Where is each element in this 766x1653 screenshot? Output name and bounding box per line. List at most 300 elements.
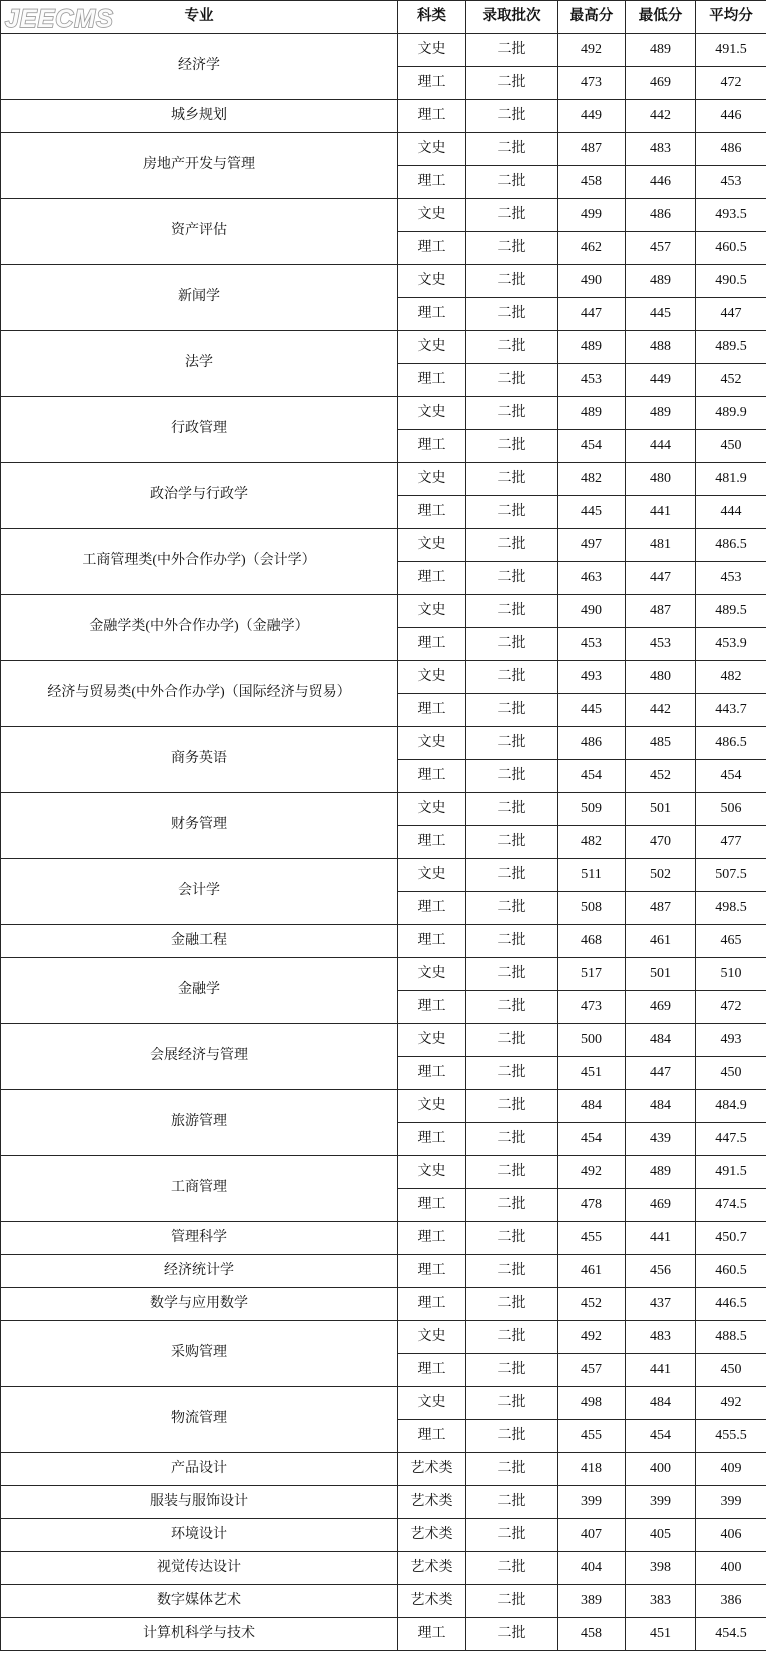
- score-table-body: [1, 34, 766, 1651]
- max-score-cell: 482: [558, 463, 626, 496]
- min-score-cell: 489: [626, 1156, 696, 1189]
- category-cell: 理工: [398, 298, 466, 331]
- table-row: [1, 1288, 766, 1321]
- min-score-cell: 485: [626, 727, 696, 760]
- major-cell: 工商管理类(中外合作办学)（会计学）: [1, 529, 398, 595]
- min-score-cell: 441: [626, 1354, 696, 1387]
- batch-cell: 二批: [466, 562, 558, 595]
- category-cell: 理工: [398, 1288, 466, 1321]
- category-cell: 文史: [398, 463, 466, 496]
- category-cell: 理工: [398, 232, 466, 265]
- jeecms-logo-text: JEECMS: [5, 5, 114, 33]
- category-cell: 艺术类: [398, 1453, 466, 1486]
- batch-cell: 二批: [466, 1585, 558, 1618]
- batch-cell: 二批: [466, 1288, 558, 1321]
- category-cell: 理工: [398, 694, 466, 727]
- min-score-cell: 486: [626, 199, 696, 232]
- max-score-cell: 462: [558, 232, 626, 265]
- avg-score-cell: 474.5: [696, 1189, 766, 1222]
- category-cell: 文史: [398, 1090, 466, 1123]
- avg-score-cell: 450.7: [696, 1222, 766, 1255]
- min-score-cell: 446: [626, 166, 696, 199]
- min-score-cell: 488: [626, 331, 696, 364]
- category-cell: 理工: [398, 1618, 466, 1651]
- max-score-cell: 508: [558, 892, 626, 925]
- max-score-cell: 447: [558, 298, 626, 331]
- table-row: [1, 1222, 766, 1255]
- avg-score-cell: 450: [696, 430, 766, 463]
- table-row: [1, 1453, 766, 1486]
- max-score-cell: 468: [558, 925, 626, 958]
- avg-score-cell: 450: [696, 1057, 766, 1090]
- batch-cell: 二批: [466, 727, 558, 760]
- category-cell: 文史: [398, 595, 466, 628]
- max-score-cell: 445: [558, 496, 626, 529]
- table-header-row: [1, 1, 766, 34]
- table-row: [1, 265, 766, 298]
- column-header-category: 科类: [398, 1, 466, 34]
- max-score-cell: 490: [558, 595, 626, 628]
- max-score-cell: 458: [558, 166, 626, 199]
- min-score-cell: 399: [626, 1486, 696, 1519]
- avg-score-cell: 386: [696, 1585, 766, 1618]
- batch-cell: 二批: [466, 1189, 558, 1222]
- major-cell: 经济学: [1, 34, 398, 100]
- max-score-cell: 487: [558, 133, 626, 166]
- table-row: [1, 1255, 766, 1288]
- major-cell: 视觉传达设计: [1, 1552, 398, 1585]
- avg-score-cell: 486.5: [696, 529, 766, 562]
- min-score-cell: 484: [626, 1090, 696, 1123]
- avg-score-cell: 447.5: [696, 1123, 766, 1156]
- major-cell: 采购管理: [1, 1321, 398, 1387]
- min-score-cell: 487: [626, 892, 696, 925]
- category-cell: 文史: [398, 1321, 466, 1354]
- batch-cell: 二批: [466, 1123, 558, 1156]
- category-cell: 理工: [398, 364, 466, 397]
- batch-cell: 二批: [466, 1552, 558, 1585]
- batch-cell: 二批: [466, 859, 558, 892]
- min-score-cell: 489: [626, 265, 696, 298]
- avg-score-cell: 453: [696, 562, 766, 595]
- min-score-cell: 441: [626, 496, 696, 529]
- max-score-cell: 489: [558, 397, 626, 430]
- batch-cell: 二批: [466, 628, 558, 661]
- category-cell: 理工: [398, 496, 466, 529]
- table-row: [1, 1156, 766, 1189]
- avg-score-cell: 492: [696, 1387, 766, 1420]
- avg-score-cell: 486: [696, 133, 766, 166]
- table-row: [1, 859, 766, 892]
- avg-score-cell: 444: [696, 496, 766, 529]
- table-row: [1, 1090, 766, 1123]
- avg-score-cell: 472: [696, 67, 766, 100]
- category-cell: 理工: [398, 166, 466, 199]
- table-row: [1, 661, 766, 694]
- table-row: [1, 1321, 766, 1354]
- major-cell: 经济统计学: [1, 1255, 398, 1288]
- min-score-cell: 451: [626, 1618, 696, 1651]
- batch-cell: 二批: [466, 430, 558, 463]
- max-score-cell: 493: [558, 661, 626, 694]
- max-score-cell: 497: [558, 529, 626, 562]
- batch-cell: 二批: [466, 232, 558, 265]
- batch-cell: 二批: [466, 958, 558, 991]
- avg-score-cell: 460.5: [696, 232, 766, 265]
- avg-score-cell: 493: [696, 1024, 766, 1057]
- avg-score-cell: 447: [696, 298, 766, 331]
- batch-cell: 二批: [466, 397, 558, 430]
- max-score-cell: 389: [558, 1585, 626, 1618]
- category-cell: 理工: [398, 925, 466, 958]
- table-row: [1, 1618, 766, 1651]
- category-cell: 理工: [398, 100, 466, 133]
- max-score-cell: 473: [558, 991, 626, 1024]
- column-header-avg-score: 平均分: [696, 1, 766, 34]
- major-cell: 经济与贸易类(中外合作办学)（国际经济与贸易）: [1, 661, 398, 727]
- category-cell: 文史: [398, 1156, 466, 1189]
- table-row: [1, 1552, 766, 1585]
- max-score-cell: 492: [558, 34, 626, 67]
- min-score-cell: 461: [626, 925, 696, 958]
- table-row: [1, 199, 766, 232]
- min-score-cell: 501: [626, 793, 696, 826]
- category-cell: 艺术类: [398, 1585, 466, 1618]
- category-cell: 文史: [398, 265, 466, 298]
- min-score-cell: 454: [626, 1420, 696, 1453]
- avg-score-cell: 399: [696, 1486, 766, 1519]
- avg-score-cell: 484.9: [696, 1090, 766, 1123]
- batch-cell: 二批: [466, 1618, 558, 1651]
- min-score-cell: 480: [626, 661, 696, 694]
- category-cell: 文史: [398, 529, 466, 562]
- avg-score-cell: 400: [696, 1552, 766, 1585]
- major-cell: 政治学与行政学: [1, 463, 398, 529]
- category-cell: 理工: [398, 67, 466, 100]
- avg-score-cell: 450: [696, 1354, 766, 1387]
- max-score-cell: 492: [558, 1156, 626, 1189]
- batch-cell: 二批: [466, 1486, 558, 1519]
- category-cell: 文史: [398, 727, 466, 760]
- min-score-cell: 445: [626, 298, 696, 331]
- category-cell: 艺术类: [398, 1519, 466, 1552]
- max-score-cell: 499: [558, 199, 626, 232]
- max-score-cell: 498: [558, 1387, 626, 1420]
- category-cell: 文史: [398, 1387, 466, 1420]
- avg-score-cell: 506: [696, 793, 766, 826]
- avg-score-cell: 454.5: [696, 1618, 766, 1651]
- avg-score-cell: 454: [696, 760, 766, 793]
- avg-score-cell: 452: [696, 364, 766, 397]
- avg-score-cell: 491.5: [696, 34, 766, 67]
- category-cell: 理工: [398, 628, 466, 661]
- max-score-cell: 489: [558, 331, 626, 364]
- max-score-cell: 399: [558, 1486, 626, 1519]
- min-score-cell: 449: [626, 364, 696, 397]
- batch-cell: 二批: [466, 1321, 558, 1354]
- table-row: [1, 1519, 766, 1552]
- min-score-cell: 470: [626, 826, 696, 859]
- batch-cell: 二批: [466, 1156, 558, 1189]
- batch-cell: 二批: [466, 1057, 558, 1090]
- batch-cell: 二批: [466, 1387, 558, 1420]
- max-score-cell: 445: [558, 694, 626, 727]
- category-cell: 文史: [398, 958, 466, 991]
- table-row: [1, 727, 766, 760]
- min-score-cell: 439: [626, 1123, 696, 1156]
- batch-cell: 二批: [466, 166, 558, 199]
- batch-cell: 二批: [466, 265, 558, 298]
- category-cell: 文史: [398, 793, 466, 826]
- category-cell: 理工: [398, 430, 466, 463]
- min-score-cell: 452: [626, 760, 696, 793]
- table-row: [1, 463, 766, 496]
- avg-score-cell: 481.9: [696, 463, 766, 496]
- batch-cell: 二批: [466, 1090, 558, 1123]
- table-row: [1, 1387, 766, 1420]
- avg-score-cell: 490.5: [696, 265, 766, 298]
- batch-cell: 二批: [466, 463, 558, 496]
- category-cell: 理工: [398, 1189, 466, 1222]
- category-cell: 理工: [398, 1222, 466, 1255]
- major-cell: 法学: [1, 331, 398, 397]
- batch-cell: 二批: [466, 760, 558, 793]
- max-score-cell: 458: [558, 1618, 626, 1651]
- major-cell: 商务英语: [1, 727, 398, 793]
- avg-score-cell: 489.5: [696, 331, 766, 364]
- category-cell: 理工: [398, 991, 466, 1024]
- category-cell: 理工: [398, 562, 466, 595]
- avg-score-cell: 465: [696, 925, 766, 958]
- avg-score-cell: 446.5: [696, 1288, 766, 1321]
- batch-cell: 二批: [466, 100, 558, 133]
- major-cell: 新闻学: [1, 265, 398, 331]
- major-cell: 服装与服饰设计: [1, 1486, 398, 1519]
- batch-cell: 二批: [466, 1519, 558, 1552]
- min-score-cell: 442: [626, 100, 696, 133]
- category-cell: 艺术类: [398, 1486, 466, 1519]
- batch-cell: 二批: [466, 1024, 558, 1057]
- category-cell: 理工: [398, 826, 466, 859]
- category-cell: 文史: [398, 1024, 466, 1057]
- category-cell: 理工: [398, 1255, 466, 1288]
- avg-score-cell: 482: [696, 661, 766, 694]
- avg-score-cell: 507.5: [696, 859, 766, 892]
- avg-score-cell: 472: [696, 991, 766, 1024]
- max-score-cell: 511: [558, 859, 626, 892]
- avg-score-cell: 510: [696, 958, 766, 991]
- min-score-cell: 405: [626, 1519, 696, 1552]
- major-cell: 资产评估: [1, 199, 398, 265]
- column-header-major: 专业: [1, 1, 398, 34]
- max-score-cell: 457: [558, 1354, 626, 1387]
- batch-cell: 二批: [466, 529, 558, 562]
- max-score-cell: 407: [558, 1519, 626, 1552]
- batch-cell: 二批: [466, 1354, 558, 1387]
- major-cell: 金融学类(中外合作办学)（金融学）: [1, 595, 398, 661]
- avg-score-cell: 406: [696, 1519, 766, 1552]
- min-score-cell: 398: [626, 1552, 696, 1585]
- max-score-cell: 455: [558, 1222, 626, 1255]
- min-score-cell: 453: [626, 628, 696, 661]
- max-score-cell: 453: [558, 364, 626, 397]
- category-cell: 文史: [398, 859, 466, 892]
- table-row: [1, 529, 766, 562]
- max-score-cell: 461: [558, 1255, 626, 1288]
- max-score-cell: 509: [558, 793, 626, 826]
- category-cell: 文史: [398, 331, 466, 364]
- table-row: [1, 34, 766, 67]
- min-score-cell: 481: [626, 529, 696, 562]
- batch-cell: 二批: [466, 133, 558, 166]
- max-score-cell: 418: [558, 1453, 626, 1486]
- max-score-cell: 500: [558, 1024, 626, 1057]
- table-row: [1, 331, 766, 364]
- avg-score-cell: 486.5: [696, 727, 766, 760]
- max-score-cell: 454: [558, 430, 626, 463]
- major-cell: 管理科学: [1, 1222, 398, 1255]
- min-score-cell: 469: [626, 67, 696, 100]
- batch-cell: 二批: [466, 595, 558, 628]
- table-row: [1, 397, 766, 430]
- major-cell: 数学与应用数学: [1, 1288, 398, 1321]
- category-cell: 理工: [398, 892, 466, 925]
- max-score-cell: 454: [558, 760, 626, 793]
- category-cell: 文史: [398, 133, 466, 166]
- batch-cell: 二批: [466, 496, 558, 529]
- min-score-cell: 444: [626, 430, 696, 463]
- category-cell: 理工: [398, 1354, 466, 1387]
- max-score-cell: 517: [558, 958, 626, 991]
- major-cell: 工商管理: [1, 1156, 398, 1222]
- major-cell: 金融工程: [1, 925, 398, 958]
- min-score-cell: 484: [626, 1387, 696, 1420]
- avg-score-cell: 477: [696, 826, 766, 859]
- batch-cell: 二批: [466, 991, 558, 1024]
- min-score-cell: 457: [626, 232, 696, 265]
- min-score-cell: 447: [626, 562, 696, 595]
- table-row: [1, 133, 766, 166]
- major-cell: 物流管理: [1, 1387, 398, 1453]
- batch-cell: 二批: [466, 67, 558, 100]
- min-score-cell: 383: [626, 1585, 696, 1618]
- min-score-cell: 502: [626, 859, 696, 892]
- max-score-cell: 463: [558, 562, 626, 595]
- category-cell: 理工: [398, 760, 466, 793]
- major-cell: 城乡规划: [1, 100, 398, 133]
- max-score-cell: 455: [558, 1420, 626, 1453]
- table-row: [1, 1024, 766, 1057]
- max-score-cell: 454: [558, 1123, 626, 1156]
- category-cell: 理工: [398, 1057, 466, 1090]
- batch-cell: 二批: [466, 826, 558, 859]
- max-score-cell: 478: [558, 1189, 626, 1222]
- max-score-cell: 451: [558, 1057, 626, 1090]
- major-cell: 计算机科学与技术: [1, 1618, 398, 1651]
- max-score-cell: 404: [558, 1552, 626, 1585]
- max-score-cell: 490: [558, 265, 626, 298]
- major-cell: 会计学: [1, 859, 398, 925]
- batch-cell: 二批: [466, 925, 558, 958]
- min-score-cell: 447: [626, 1057, 696, 1090]
- max-score-cell: 492: [558, 1321, 626, 1354]
- avg-score-cell: 489.5: [696, 595, 766, 628]
- avg-score-cell: 409: [696, 1453, 766, 1486]
- major-cell: 金融学: [1, 958, 398, 1024]
- min-score-cell: 442: [626, 694, 696, 727]
- batch-cell: 二批: [466, 892, 558, 925]
- column-header-min-score: 最低分: [626, 1, 696, 34]
- min-score-cell: 469: [626, 1189, 696, 1222]
- min-score-cell: 483: [626, 133, 696, 166]
- category-cell: 文史: [398, 397, 466, 430]
- max-score-cell: 453: [558, 628, 626, 661]
- max-score-cell: 449: [558, 100, 626, 133]
- batch-cell: 二批: [466, 34, 558, 67]
- batch-cell: 二批: [466, 793, 558, 826]
- batch-cell: 二批: [466, 364, 558, 397]
- min-score-cell: 484: [626, 1024, 696, 1057]
- table-row: [1, 925, 766, 958]
- min-score-cell: 489: [626, 397, 696, 430]
- category-cell: 文史: [398, 199, 466, 232]
- major-cell: 会展经济与管理: [1, 1024, 398, 1090]
- major-cell: 旅游管理: [1, 1090, 398, 1156]
- table-row: [1, 100, 766, 133]
- table-row: [1, 958, 766, 991]
- category-cell: 文史: [398, 661, 466, 694]
- category-cell: 艺术类: [398, 1552, 466, 1585]
- avg-score-cell: 453.9: [696, 628, 766, 661]
- min-score-cell: 437: [626, 1288, 696, 1321]
- min-score-cell: 489: [626, 34, 696, 67]
- table-row: [1, 595, 766, 628]
- category-cell: 理工: [398, 1420, 466, 1453]
- avg-score-cell: 489.9: [696, 397, 766, 430]
- table-row: [1, 1486, 766, 1519]
- min-score-cell: 480: [626, 463, 696, 496]
- avg-score-cell: 443.7: [696, 694, 766, 727]
- min-score-cell: 487: [626, 595, 696, 628]
- min-score-cell: 501: [626, 958, 696, 991]
- min-score-cell: 469: [626, 991, 696, 1024]
- avg-score-cell: 491.5: [696, 1156, 766, 1189]
- min-score-cell: 483: [626, 1321, 696, 1354]
- table-row: [1, 793, 766, 826]
- max-score-cell: 486: [558, 727, 626, 760]
- column-header-batch: 录取批次: [466, 1, 558, 34]
- batch-cell: 二批: [466, 1222, 558, 1255]
- avg-score-cell: 446: [696, 100, 766, 133]
- batch-cell: 二批: [466, 661, 558, 694]
- batch-cell: 二批: [466, 1255, 558, 1288]
- avg-score-cell: 460.5: [696, 1255, 766, 1288]
- max-score-cell: 484: [558, 1090, 626, 1123]
- min-score-cell: 456: [626, 1255, 696, 1288]
- major-cell: 财务管理: [1, 793, 398, 859]
- batch-cell: 二批: [466, 694, 558, 727]
- major-cell: 环境设计: [1, 1519, 398, 1552]
- max-score-cell: 482: [558, 826, 626, 859]
- batch-cell: 二批: [466, 298, 558, 331]
- avg-score-cell: 455.5: [696, 1420, 766, 1453]
- major-cell: 产品设计: [1, 1453, 398, 1486]
- table-row: [1, 1585, 766, 1618]
- batch-cell: 二批: [466, 1453, 558, 1486]
- avg-score-cell: 498.5: [696, 892, 766, 925]
- major-cell: 行政管理: [1, 397, 398, 463]
- column-header-max-score: 最高分: [558, 1, 626, 34]
